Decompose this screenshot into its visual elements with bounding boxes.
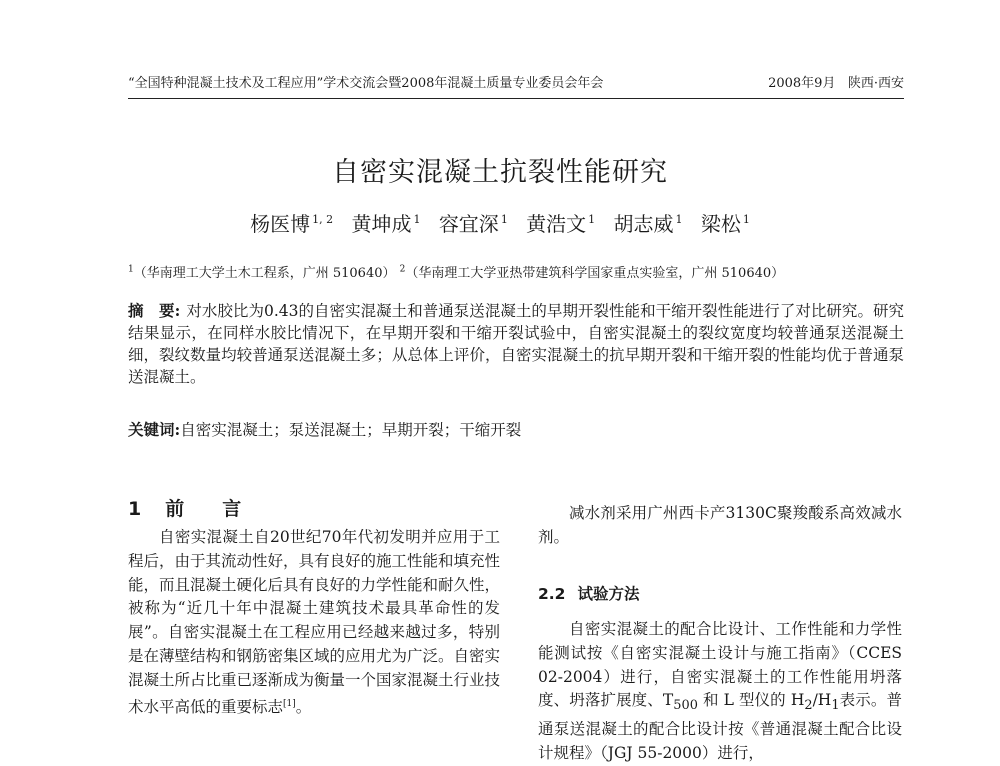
- abstract: [128, 300, 904, 388]
- author-list: [0, 208, 1000, 237]
- author: 梁松 $^1$: [700, 212, 750, 236]
- subsection-number: 2.2: [538, 585, 566, 603]
- header-rule: [128, 98, 904, 99]
- author: 容宜深 $^1$: [438, 212, 508, 236]
- conference-location: 陕西·西安: [847, 76, 904, 91]
- conference-date: 2008年9月: [768, 76, 836, 91]
- section-number: 1: [128, 498, 142, 520]
- materials-paragraph: 减水剂采用广州西卡产3130C聚羧酸系高效减水剂。: [538, 504, 902, 546]
- affiliation: （华南理工大学亚热带建筑科学国家重点实验室，广州 510640）: [405, 266, 785, 281]
- keywords-label: 关键词:: [128, 420, 181, 439]
- subsection-title: 试验方法: [577, 585, 640, 603]
- keywords-text: 自密实混凝土；泵送混凝土；早期开裂；干缩开裂: [180, 421, 522, 439]
- affiliations: $^1$（华南理工大学土木工程系，广州 510640） $^2$（华南理工大学亚热带建筑科学国家重点实验室，广州 510640）: [128, 264, 785, 281]
- subsection-heading: [538, 582, 639, 604]
- conference-name: “全国特种混凝土技术及工程应用”学术交流会暨2008年混凝土质量专业委员会年会: [128, 76, 604, 91]
- author: 黄浩文 $^1$: [526, 212, 596, 236]
- paper-title: 自密实混凝土抗裂性能研究: [332, 157, 668, 188]
- citation-ref[interactable]: [1]: [283, 698, 296, 709]
- header-date-location: [768, 72, 904, 91]
- author: 胡志威 $^1$: [613, 212, 683, 236]
- intro-paragraph: 自密实混凝土自20世纪70年代初发明并应用于工程后，由于其流动性好，具有良好的施工性能和填充性能，而且混凝土硬化后具有良好的力学性能和耐久性，被称为“近几十年中混凝土建筑技术最具革命性的发展”。自密实混凝土在工程应用已经越来越过多，特别是在薄壁结构和钢筋密集区域的应用尤为广泛。自密实混凝土所占比重已逐渐成为衡量一个国家混凝土行业技术水平高低的重要标志[1]。: [128, 528, 501, 716]
- affiliation: （华南理工大学土木工程系，广州 510640）: [133, 266, 396, 281]
- keywords: [128, 418, 904, 440]
- author: 杨医博 $^{1, 2}$: [250, 212, 334, 236]
- section-title: 前言: [165, 498, 280, 520]
- method-paragraph: 自密实混凝土的配合比设计、工作性能和力学性能测试按《自密实混凝土设计与施工指南》（CCES 02-2004）进行，自密实混凝土的工作性能用坍落度、坍落扩展度、$T_{500}$ 和 L 型仪的 $H_2/H_1$表示。普通泵送混凝土的配合比设计按《普通混凝土配合比设计规程》（JGJ 55-2000）进行，: [538, 620, 902, 763]
- section-heading: [128, 494, 279, 521]
- running-header: [128, 72, 904, 91]
- abstract-label: 摘 要:: [128, 301, 181, 320]
- author: 黄坤成 $^1$: [351, 212, 421, 236]
- abstract-text: 对水胶比为0.43的自密实混凝土和普通泵送混凝土的早期开裂性能和干缩开裂性能进行了对比研究。研究结果显示，在同样水胶比情况下，在早期开裂和干缩开裂试验中，自密实混凝土的裂纹宽度均较普通泵送混凝土细，裂纹数量均较普通泵送混凝土多；从总体上评价，自密实混凝土的抗早期开裂和干缩开裂的性能均优于普通泵送混凝土。: [128, 302, 904, 386]
